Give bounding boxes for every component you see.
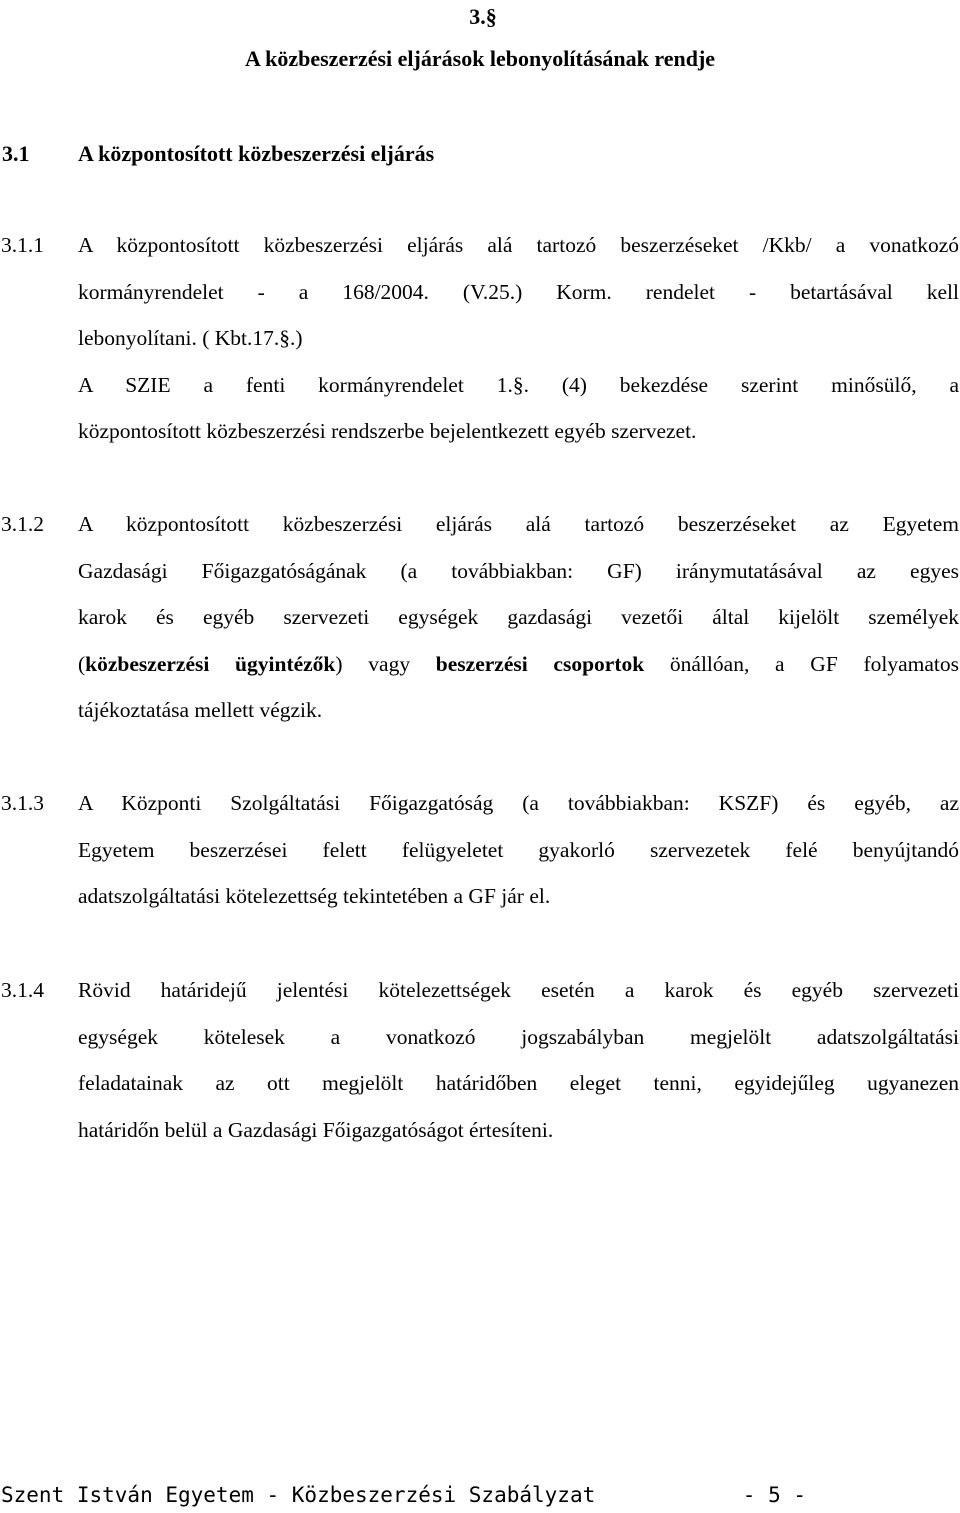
paragraph-line: adatszolgáltatási kötelezettség tekintetében a GF jár el. <box>78 884 551 908</box>
paragraph-number: 3.1.4 <box>1 978 44 1002</box>
term-procurement-groups: beszerzési csoportok <box>435 651 645 676</box>
paragraph-line: Gazdasági Főigazgatóságának (a továbbiakban: GF) iránymutatásával az egyes <box>78 558 959 583</box>
paragraph-number: 3.1.1 <box>1 233 44 257</box>
paragraph-line: központosított közbeszerzési rendszerbe bejelentkezett egyéb szervezet. <box>78 419 697 443</box>
paragraph-3-1-4 <box>0 967 960 1153</box>
paragraph-line: lebonyolítani. ( Kbt.17.§.) <box>78 326 303 350</box>
subsection-heading <box>2 139 434 169</box>
paragraph-3-1-1 <box>0 222 960 455</box>
paragraph-line: A központosított közbeszerzési eljárás alá tartozó beszerzéseket az Egyetem <box>78 512 959 536</box>
paragraph-3-1-3 <box>0 780 960 920</box>
paragraph-line: karok és egyéb szervezeti egységek gazdasági vezetői által kijelölt személyek <box>78 605 959 629</box>
footer-title: Szent István Egyetem - Közbeszerzési Szabályzat <box>1 1483 596 1507</box>
section-number: 3.§ <box>469 4 497 29</box>
paragraph-body <box>78 501 959 734</box>
paragraph-line: feladatainak az ott megjelölt határidőben eleget tenni, egyidejűleg ugyanezen <box>78 1071 959 1095</box>
paragraph-line: tájékoztatása mellett végzik. <box>78 698 323 722</box>
paragraph-3-1-2 <box>0 501 960 734</box>
paragraph-line: (közbeszerzési ügyintézők) vagy beszerzési csoportok önállóan, a GF folyamatos <box>78 651 960 676</box>
paragraph-line: Rövid határidejű jelentési kötelezettségek esetén a karok és egyéb szervezeti <box>78 978 959 1002</box>
subsection-title: A központosított közbeszerzési eljárás <box>78 141 435 166</box>
paragraph-body <box>78 967 959 1153</box>
paragraph-number: 3.1.2 <box>1 512 44 536</box>
paragraph-line: A Központi Szolgáltatási Főigazgatóság (a továbbiakban: KSZF) és egyéb, az <box>78 791 959 815</box>
paragraph-body <box>78 780 959 920</box>
paragraph-line: egységek kötelesek a vonatkozó jogszabályban megjelölt adatszolgáltatási <box>78 1024 959 1049</box>
subsection-number: 3.1 <box>2 141 30 166</box>
paragraph-line: kormányrendelet - a 168/2004. (V.25.) Korm. rendelet - betartásával kell <box>78 279 959 304</box>
paragraph-line: határidőn belül a Gazdasági Főigazgatóságot értesíteni. <box>78 1117 554 1142</box>
paragraph-number: 3.1.3 <box>1 791 44 815</box>
section-title: A közbeszerzési eljárások lebonyolításának rendje <box>244 46 716 71</box>
page-number: - 5 - <box>742 1483 806 1507</box>
term-procurement-officers: közbeszerzési ügyintézők <box>85 651 336 676</box>
paragraph-line: A SZIE a fenti kormányrendelet 1.§. (4) bekezdése szerint minősülő, a <box>78 372 959 397</box>
paragraph-line: Egyetem beszerzései felett felügyeletet gyakorló szervezetek felé benyújtandó <box>78 837 959 862</box>
paragraph-body <box>78 222 959 455</box>
paragraph-line: A központosított közbeszerzési eljárás alá tartozó beszerzéseket /Kkb/ a vonatkozó <box>78 233 959 257</box>
